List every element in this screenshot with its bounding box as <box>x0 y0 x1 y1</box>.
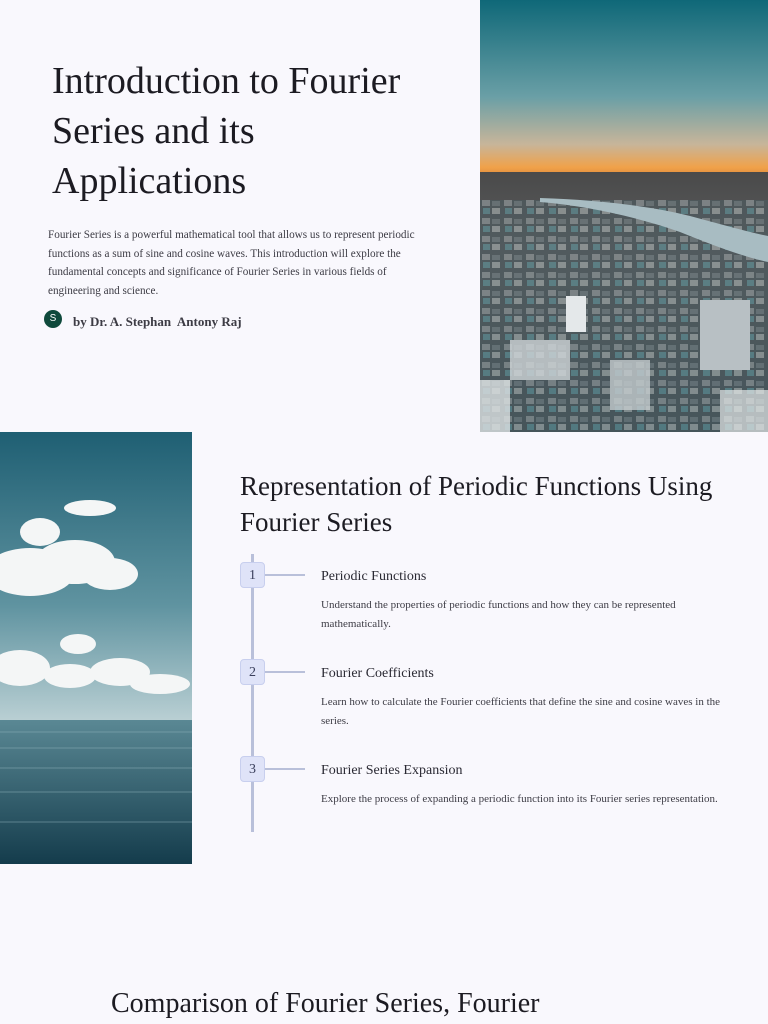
step-description: Learn how to calculate the Fourier coefficients that define the sine and cosine waves in the series. <box>321 696 721 727</box>
step-title: Fourier Series Expansion <box>321 763 463 778</box>
step-description: Explore the process of expanding a periodic function into its Fourier series representation. <box>321 793 718 805</box>
ocean-sky-photo-icon <box>0 432 192 864</box>
step-title: Fourier Coefficients <box>321 666 434 681</box>
step-number-badge: 3 <box>240 756 265 782</box>
step-connector <box>265 671 305 673</box>
step-number-badge: 1 <box>240 562 265 588</box>
avatar: S <box>44 310 62 328</box>
slide-title: Introduction to Fourier Series and its Applications <box>52 60 401 202</box>
intro-paragraph: Fourier Series is a powerful mathematical tool that allows us to represent periodic functions as a sum of sine and cosine waves. This introduction will explore the fundamental concepts and significance of Fourier Series in various fields of engineering and science. <box>48 229 415 297</box>
slide-title: Comparison of Fourier Series, Fourier <box>111 988 540 1019</box>
step-title: Periodic Functions <box>321 569 427 584</box>
step-number-badge: 2 <box>240 659 265 685</box>
step-connector <box>265 574 305 576</box>
step-description: Understand the properties of periodic functions and how they can be represented mathematically. <box>321 599 676 630</box>
city-aerial-image <box>480 0 768 432</box>
slide-title: Representation of Periodic Functions Using Fourier Series <box>240 471 713 537</box>
author-name: by Dr. A. Stephan Antony Raj <box>73 314 242 329</box>
ocean-image <box>0 432 192 864</box>
step-connector <box>265 768 305 770</box>
city-aerial-photo-icon <box>480 0 768 432</box>
timeline-line <box>251 554 254 832</box>
